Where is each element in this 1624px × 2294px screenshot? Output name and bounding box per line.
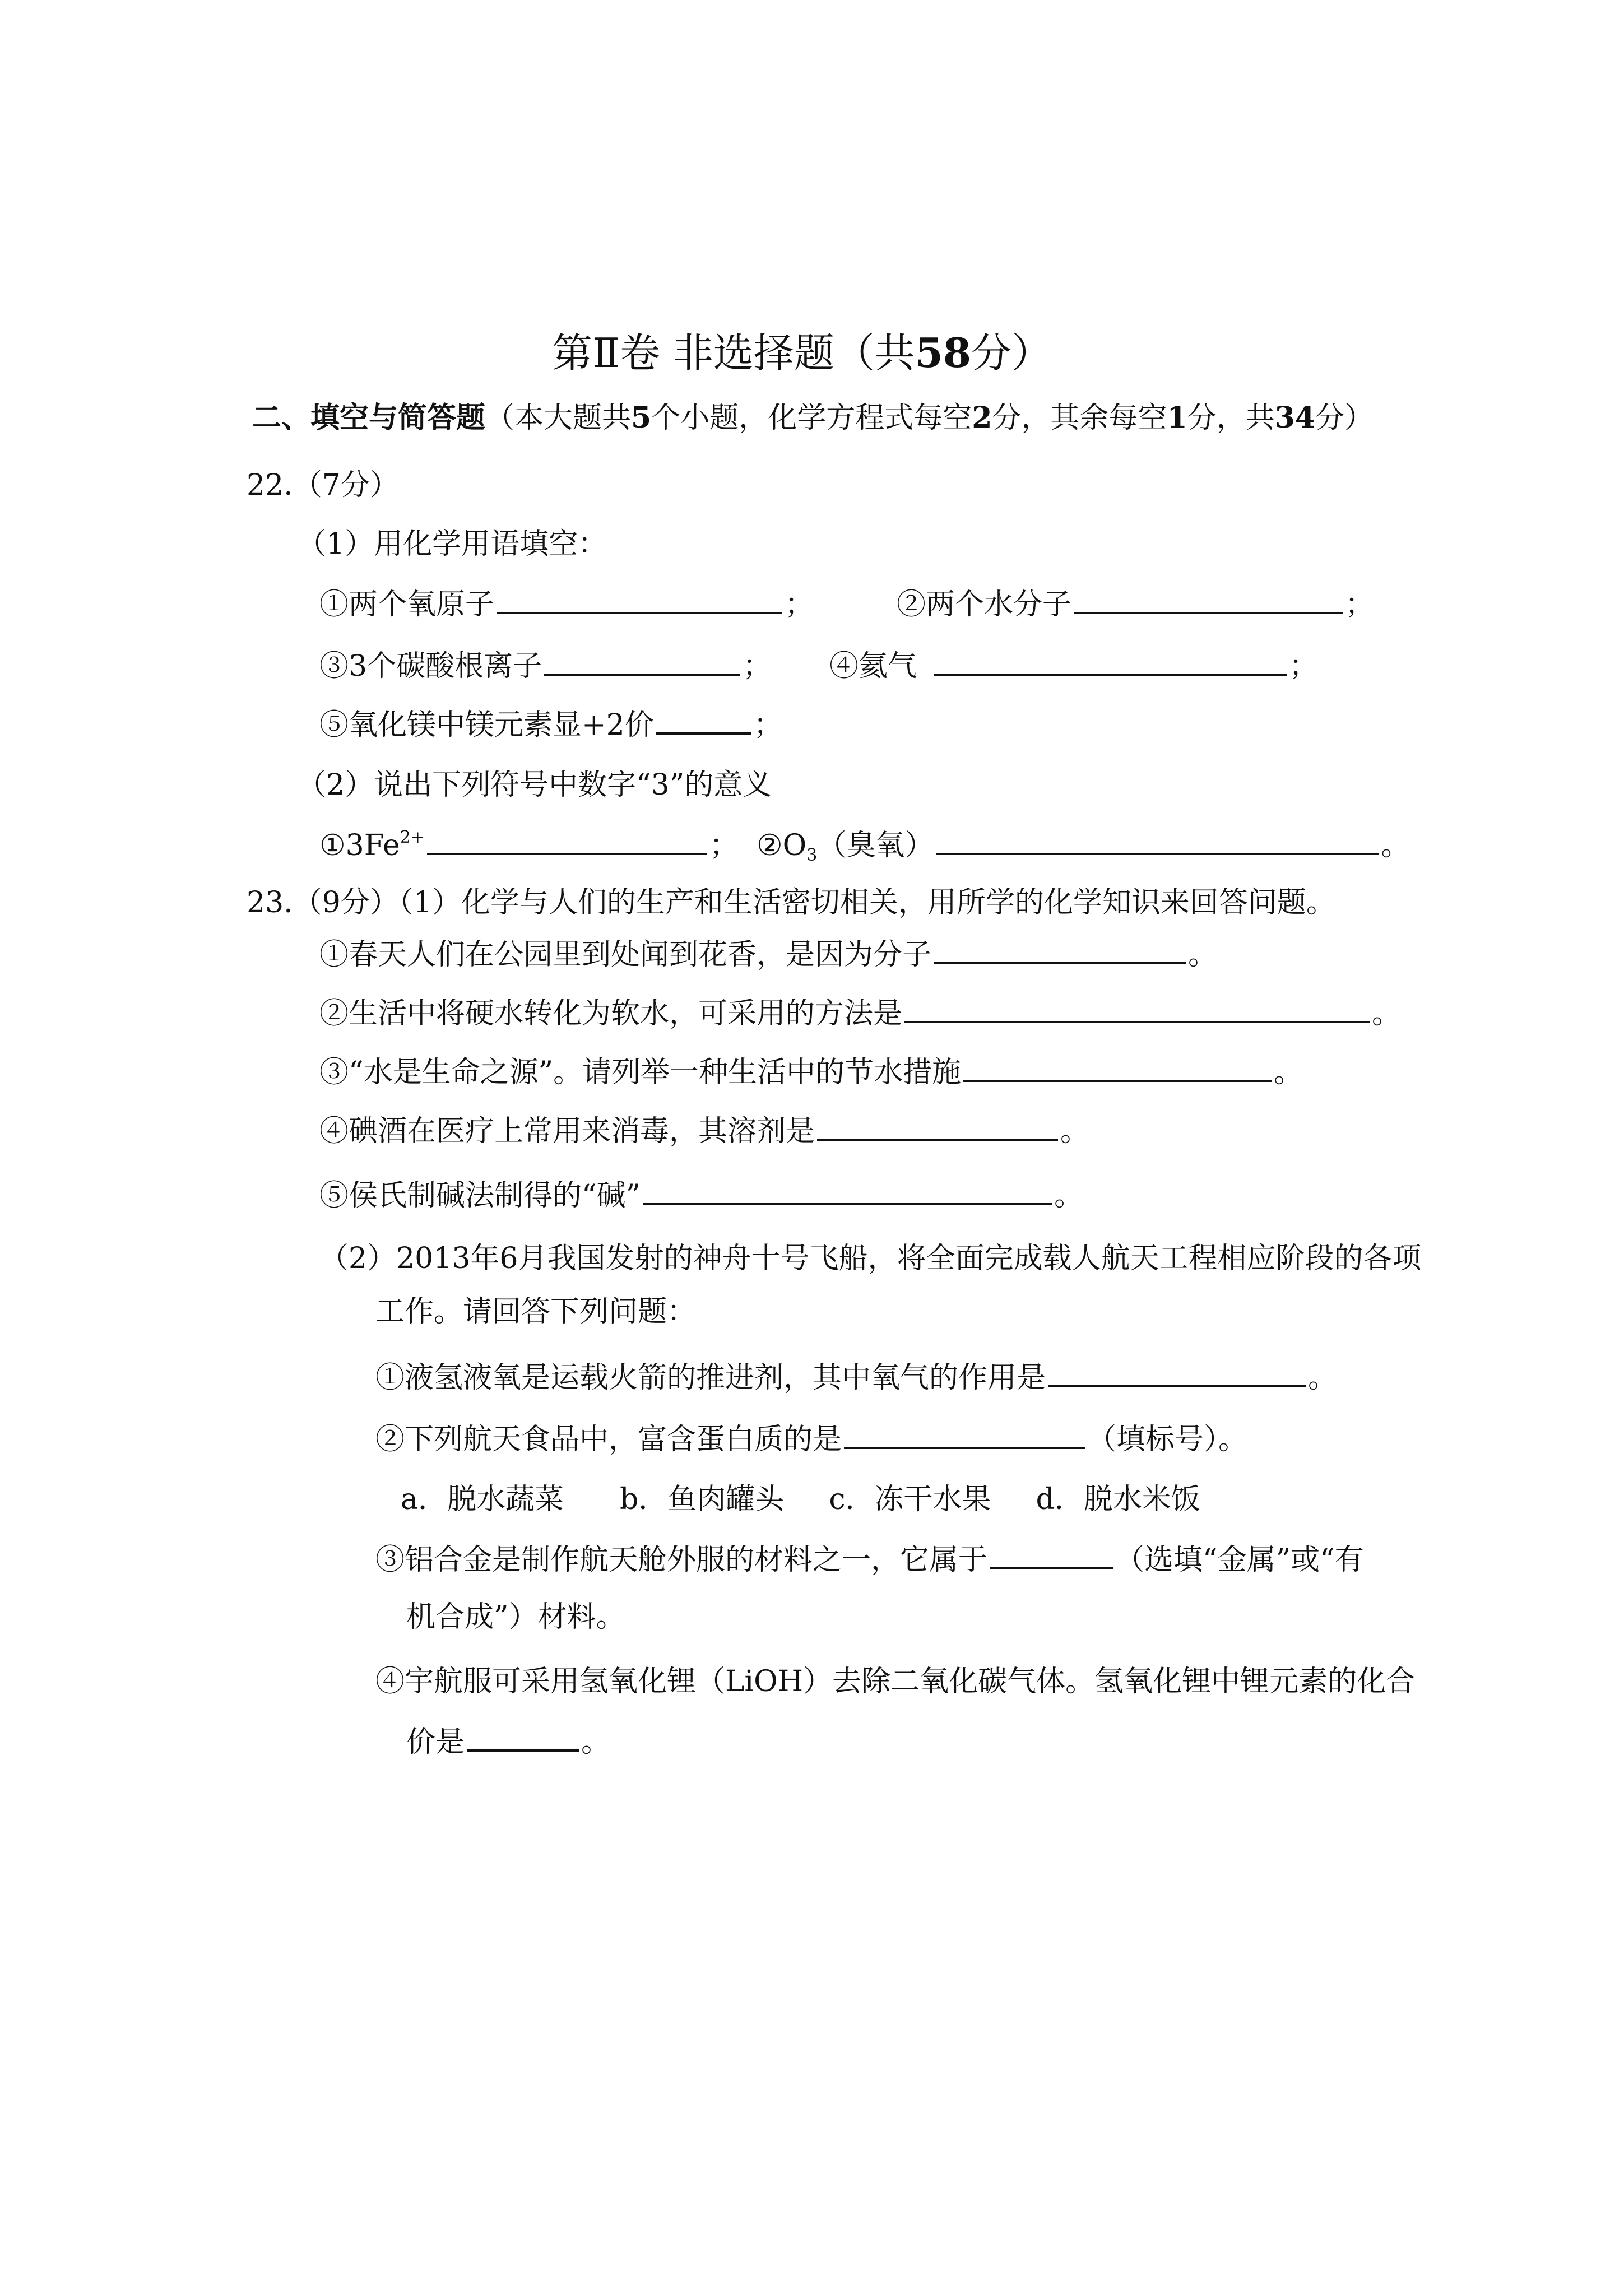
item-text: ⑤侯氏制碱法制得的“碱” <box>319 1179 641 1213</box>
symbol-text: ①3Fe <box>319 829 400 862</box>
q22-item5 <box>319 703 783 744</box>
punct: ； <box>709 829 739 862</box>
q23-item3 <box>319 1051 1303 1091</box>
answer-blank[interactable] <box>817 1109 1058 1141</box>
q23-item4 <box>319 1109 1089 1150</box>
section-heading <box>252 398 1374 438</box>
item-text: ①两个氧原子 <box>319 588 495 621</box>
section-text: 分，共 <box>1187 401 1275 435</box>
punct: 。 <box>1381 829 1410 862</box>
title-suffix: 分） <box>971 329 1052 377</box>
q22-item1 <box>319 583 814 623</box>
symbol-text: ②O <box>757 829 807 862</box>
option-b: b．鱼肉罐头 <box>620 1483 785 1516</box>
q23-subitem4-line1: ④宇航服可采用氢氧化锂（LiOH）去除二氧化碳气体。氢氧化锂中锂元素的化合 <box>375 1665 1416 1698</box>
answer-blank[interactable] <box>934 933 1186 964</box>
punct: ； <box>785 588 814 621</box>
item-text: ②生活中将硬水转化为软水，可采用的方法是 <box>319 997 903 1030</box>
q23-subitem2 <box>375 1418 1247 1458</box>
punct: ； <box>1289 649 1319 683</box>
answer-blank[interactable] <box>1074 583 1343 614</box>
q23-header: 23.（9分）（1）化学与人们的生产和生活密切相关，用所学的化学知识来回答问题。 <box>247 886 1335 920</box>
q22-item3 <box>319 644 772 685</box>
punct: 。 <box>1372 997 1402 1030</box>
section-number: 2 <box>972 401 992 435</box>
q22-symbol1 <box>319 824 739 864</box>
item-text: ④碘酒在医疗上常用来消毒，其溶剂是 <box>319 1115 815 1148</box>
punct: ； <box>743 649 772 683</box>
answer-blank[interactable] <box>1048 1356 1306 1387</box>
section-heading-label: 二、填空与简答题 <box>252 401 486 435</box>
item-text: ③“水是生命之源”。请列举一种生活中的节水措施 <box>319 1056 962 1089</box>
item-text: ③铝合金是制作航天舱外服的材料之一，它属于 <box>375 1543 988 1577</box>
answer-blank[interactable] <box>497 583 782 614</box>
answer-blank[interactable] <box>544 644 740 676</box>
charge-superscript: 2+ <box>400 828 425 847</box>
section-text: 分，其余每空 <box>992 401 1167 435</box>
q23-item2 <box>319 992 1401 1032</box>
section-text: 个小题，化学方程式每空 <box>651 401 972 435</box>
answer-blank[interactable] <box>467 1720 579 1752</box>
punct: 。 <box>1054 1179 1084 1213</box>
punct: 。 <box>1274 1056 1303 1089</box>
section-text: （本大题共 <box>485 401 632 435</box>
q23-part2-line1: （2）2013年6月我国发射的神舟十号飞船，将全面完成载人航天工程相应阶段的各项 <box>319 1242 1422 1275</box>
punct: 。 <box>1188 938 1218 972</box>
answer-blank[interactable] <box>904 992 1370 1023</box>
q23-subitem4-line2 <box>406 1720 610 1761</box>
symbol-text: （臭氧） <box>817 829 934 862</box>
punct: ； <box>753 708 783 742</box>
title-score: 58 <box>915 329 972 377</box>
punct: 。 <box>1060 1115 1090 1148</box>
answer-blank[interactable] <box>990 1538 1113 1569</box>
page-title <box>552 325 1052 381</box>
item-text: ①液氢液氧是运载火箭的推进剂，其中氧气的作用是 <box>375 1361 1046 1395</box>
section-number: 5 <box>631 401 652 435</box>
q22-part1: （1）用化学用语填空： <box>297 527 607 561</box>
answer-blank[interactable] <box>844 1418 1085 1449</box>
q22-symbol2 <box>757 824 1410 864</box>
q22-item2 <box>897 583 1374 623</box>
q23-item5 <box>319 1174 1083 1214</box>
q22-header: 22.（7分） <box>247 468 399 502</box>
answer-blank[interactable] <box>934 644 1287 676</box>
q23-subitem3 <box>375 1538 1364 1578</box>
item-text: ③3个碳酸根离子 <box>319 649 542 683</box>
item-text: （选填“金属”或“有 <box>1115 1543 1364 1577</box>
item-text: 价是 <box>406 1725 465 1759</box>
item-text: （填标号）。 <box>1087 1423 1248 1456</box>
answer-blank[interactable] <box>427 824 707 855</box>
section-text: 分） <box>1315 401 1374 435</box>
subscript: 3 <box>806 846 818 865</box>
item-text: ⑤氧化镁中镁元素显+2价 <box>319 708 654 742</box>
punct: 。 <box>581 1725 611 1759</box>
q23-item1 <box>319 933 1217 973</box>
q23-options <box>401 1479 1200 1520</box>
option-c: c．冻干水果 <box>829 1483 991 1516</box>
item-text: ②两个水分子 <box>897 588 1072 621</box>
punct: 。 <box>1308 1361 1338 1395</box>
item-text: ②下列航天食品中，富含蛋白质的是 <box>375 1423 842 1456</box>
q22-part2: （2）说出下列符号中数字“3”的意义 <box>297 768 772 802</box>
answer-blank[interactable] <box>643 1174 1052 1205</box>
q23-subitem3-line2: 机合成”）材料。 <box>406 1600 625 1634</box>
answer-blank[interactable] <box>936 824 1379 855</box>
title-prefix: 第Ⅱ卷 非选择题（共 <box>552 329 915 377</box>
section-number: 1 <box>1167 401 1187 435</box>
option-d: d．脱水米饭 <box>1036 1483 1200 1516</box>
q23-subitem1 <box>375 1356 1337 1396</box>
answer-blank[interactable] <box>656 703 751 735</box>
punct: ； <box>1345 588 1375 621</box>
q22-item4 <box>829 644 1318 685</box>
item-text: ④氦气 <box>829 649 917 683</box>
item-text: ①春天人们在公园里到处闻到花香，是因为分子 <box>319 938 932 972</box>
section-number: 34 <box>1274 401 1316 435</box>
q23-part2-line2: 工作。请回答下列问题： <box>375 1295 697 1329</box>
option-a: a．脱水蔬菜 <box>401 1483 564 1516</box>
answer-blank[interactable] <box>963 1051 1272 1082</box>
